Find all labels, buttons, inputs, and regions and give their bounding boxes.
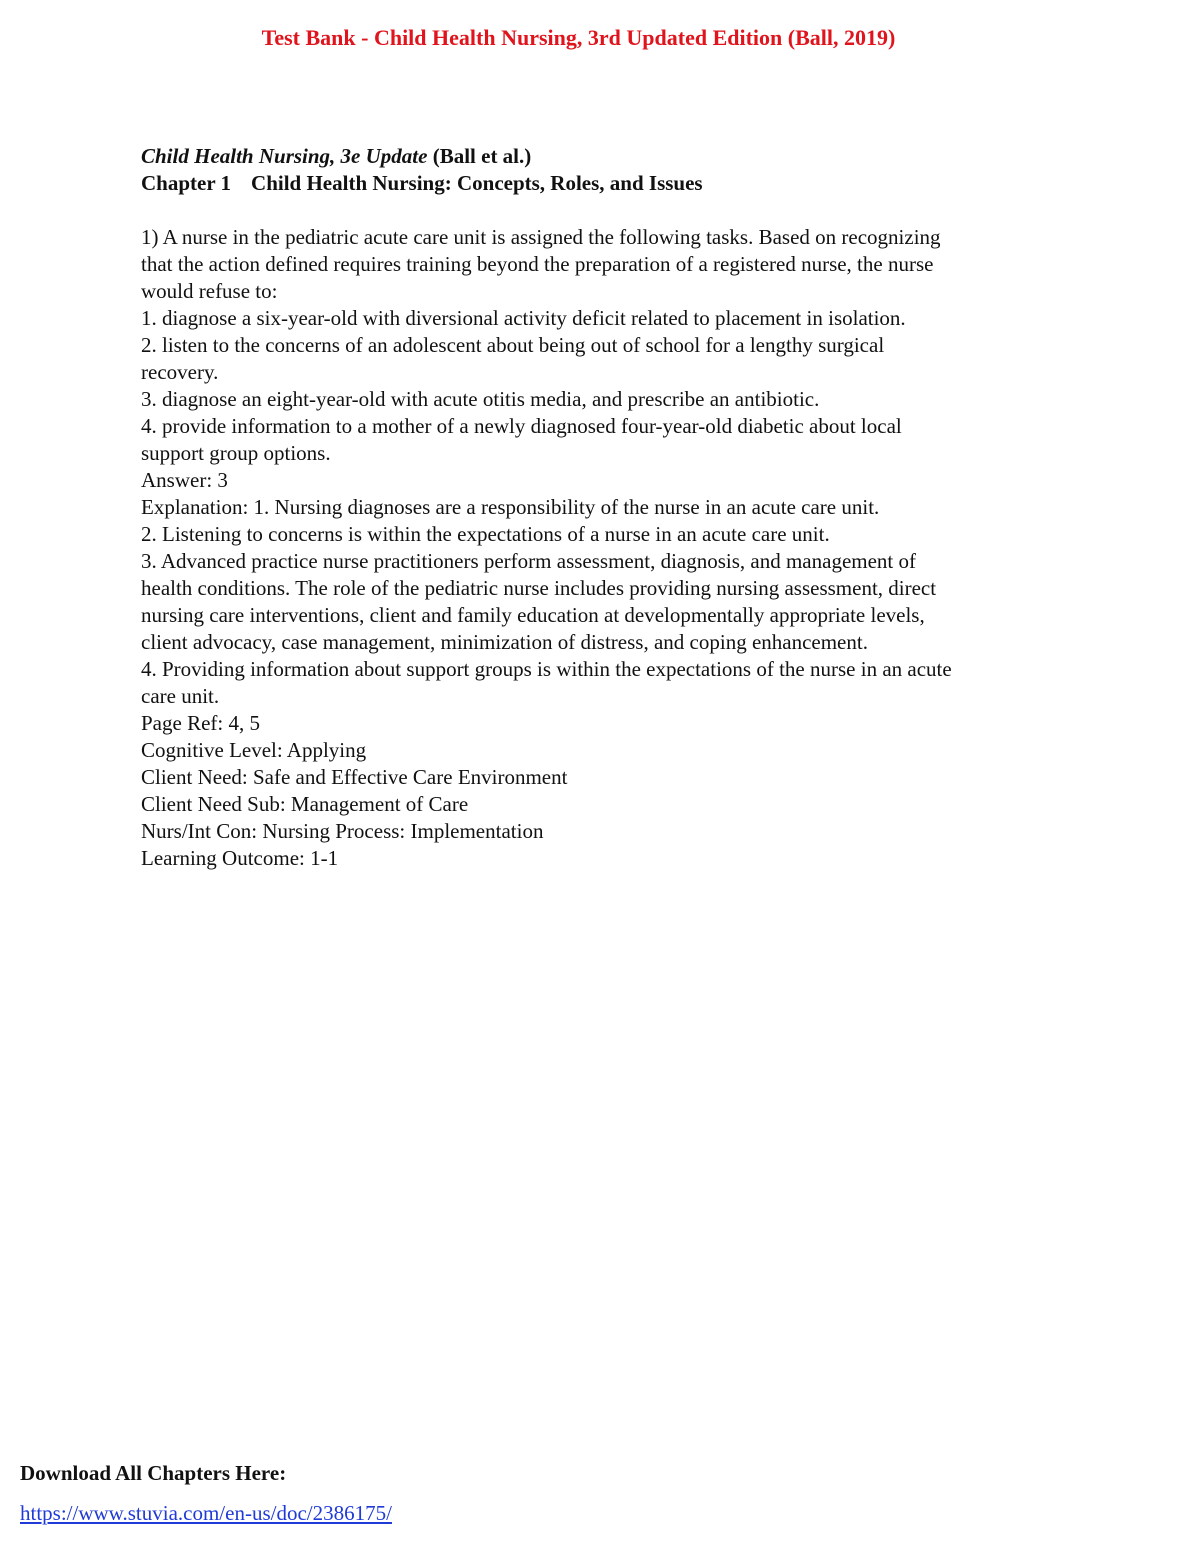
option-4-line-2: support group options. bbox=[141, 441, 331, 465]
download-link[interactable]: https://www.stuvia.com/en-us/doc/2386175/ bbox=[20, 1501, 392, 1525]
question-stem-line-3: would refuse to: bbox=[141, 279, 278, 303]
book-title: Child Health Nursing, 3e Update bbox=[141, 144, 428, 168]
explanation-line-7: 4. Providing information about support groups is within the expectations of the nurse in an acute bbox=[141, 657, 952, 681]
chapter-title: Child Health Nursing: Concepts, Roles, and Issues bbox=[251, 171, 703, 195]
page-ref: Page Ref: 4, 5 bbox=[141, 711, 260, 735]
explanation-line-3: 3. Advanced practice nurse practitioners perform assessment, diagnosis, and management of bbox=[141, 549, 917, 573]
book-authors: (Ball et al.) bbox=[432, 144, 532, 168]
client-need-sub: Client Need Sub: Management of Care bbox=[141, 792, 469, 816]
explanation-line-4: health conditions. The role of the pediatric nurse includes providing nursing assessment, direct bbox=[141, 576, 937, 600]
question-stem-line-1: 1) A nurse in the pediatric acute care unit is assigned the following tasks. Based on recognizing bbox=[141, 225, 941, 249]
cognitive-level: Cognitive Level: Applying bbox=[141, 738, 367, 762]
book-citation bbox=[141, 143, 1071, 170]
option-2-line-1: 2. listen to the concerns of an adolescent about being out of school for a lengthy surgical bbox=[141, 333, 885, 357]
explanation-line-5: nursing care interventions, client and family education at developmentally appropriate levels, bbox=[141, 603, 925, 627]
option-2-line-2: recovery. bbox=[141, 360, 219, 384]
explanation-line-2: 2. Listening to concerns is within the expectations of a nurse in an acute care unit. bbox=[141, 522, 830, 546]
page-header-title: Test Bank - Child Health Nursing, 3rd Updated Edition (Ball, 2019) bbox=[261, 25, 896, 50]
learning-outcome: Learning Outcome: 1-1 bbox=[141, 846, 339, 870]
question-stem-line-2: that the action defined requires training beyond the preparation of a registered nurse, the nurse bbox=[141, 252, 934, 276]
nurs-int-con: Nurs/Int Con: Nursing Process: Implementation bbox=[141, 819, 544, 843]
spacer bbox=[141, 197, 1071, 224]
chapter-number: Chapter 1 bbox=[141, 171, 232, 195]
explanation-line-8: care unit. bbox=[141, 684, 220, 708]
option-3: 3. diagnose an eight-year-old with acute otitis media, and prescribe an antibiotic. bbox=[141, 387, 820, 411]
answer: Answer: 3 bbox=[141, 468, 228, 492]
download-heading: Download All Chapters Here: bbox=[20, 1461, 287, 1485]
explanation-line-6: client advocacy, case management, minimization of distress, and coping enhancement. bbox=[141, 630, 868, 654]
explanation-line-1: Explanation: 1. Nursing diagnoses are a responsibility of the nurse in an acute care unit. bbox=[141, 495, 880, 519]
client-need: Client Need: Safe and Effective Care Environment bbox=[141, 765, 568, 789]
document-body bbox=[141, 143, 1071, 872]
option-1: 1. diagnose a six-year-old with diversional activity deficit related to placement in isolation. bbox=[141, 306, 906, 330]
chapter-heading bbox=[141, 170, 1071, 197]
option-4-line-1: 4. provide information to a mother of a newly diagnosed four-year-old diabetic about local bbox=[141, 414, 902, 438]
